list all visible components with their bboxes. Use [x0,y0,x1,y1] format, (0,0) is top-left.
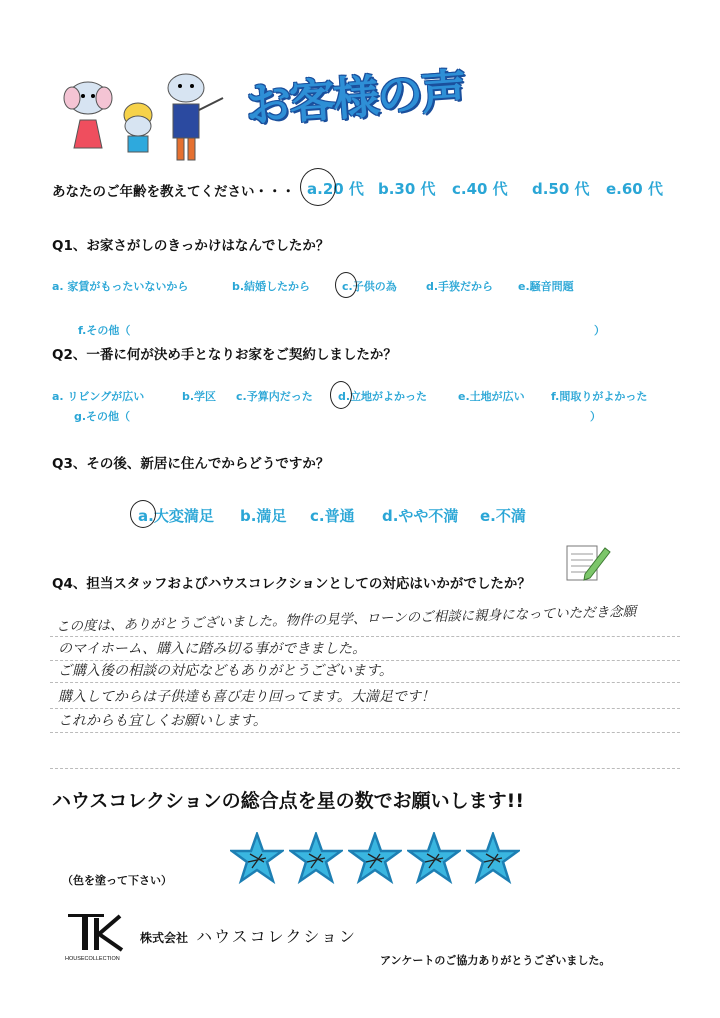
notepad-pencil-icon [565,542,611,584]
handwritten-answer-line: 購入してからは子供達も喜び走り回ってます。大満足です！ [58,689,435,705]
answer-line [50,682,680,683]
rating-note: （色を塗って下さい） [62,874,172,887]
q3-option-e[interactable]: e.不満 [480,507,526,525]
q1-question: Q1、お家さがしのきっかけはなんでしたか？ [52,238,330,254]
thanks-message: アンケートのご協力ありがとうございました。 [380,954,611,967]
company-main: ハウスコレクション [196,927,358,946]
age-option-c[interactable]: c.40 代 [452,180,508,198]
company-logo [64,912,128,962]
q2-option-c[interactable]: c.予算内だった [236,390,313,403]
svg-text:HOUSECOLLECTION: HOUSECOLLECTION [65,956,120,962]
age-option-d[interactable]: d.50 代 [532,180,590,198]
q2-option-b[interactable]: b.学区 [182,390,217,403]
company-name [140,924,357,947]
q1-option-b[interactable]: b.結婚したから [232,280,311,293]
q2-option-f[interactable]: f.間取りがよかった [551,390,648,403]
page-title: お客様の声 [243,63,467,133]
q3-option-d[interactable]: d.やや不満 [382,507,459,525]
handwritten-answer-line: のマイホーム、購入に踏み切る事ができました。 [58,641,367,657]
q3-option-c[interactable]: c.普通 [310,507,355,525]
q2-option-a[interactable]: a. リビングが広い [52,390,145,403]
selection-circle-q2 [330,381,352,409]
age-question: あなたのご年齢を教えてください・・・ [52,184,295,200]
answer-line [50,708,680,709]
star-icon[interactable] [289,832,343,886]
age-option-e[interactable]: e.60 代 [606,180,663,198]
q3-option-b[interactable]: b.満足 [240,507,287,525]
q1-option-e[interactable]: e.騒音問題 [518,280,574,293]
company-prefix: 株式会社 [140,931,189,945]
q2-option-e[interactable]: e.土地が広い [458,390,525,403]
rating-heading: ハウスコレクションの総合点を星の数でお願いします!! [52,790,525,812]
star-icon[interactable] [230,832,284,886]
q4-question: Q4、担当スタッフおよびハウスコレクションとしての対応はいかがでしたか？ [52,576,531,592]
q1-option-a[interactable]: a. 家賃がもったいないから [52,280,189,293]
age-option-b[interactable]: b.30 代 [378,180,436,198]
star-icon[interactable] [466,832,520,886]
handwritten-answer-line: これからも宜しくお願いします。 [58,713,267,729]
q2-question: Q2、一番に何が決め手となりお家をご契約しましたか？ [52,347,397,363]
q3-question: Q3、その後、新居に住んでからどうですか？ [52,456,330,472]
handwritten-answer-line: この度は、ありがとうございました。物件の見学、ローンのご相談に親身になっていただき念願 [55,603,637,635]
answer-line [50,768,680,769]
selection-circle-age [300,168,336,206]
star-icon[interactable] [407,832,461,886]
selection-circle-q1 [335,272,357,298]
selection-circle-q3 [130,500,156,528]
q2-option-d[interactable]: d.立地がよかった [338,390,428,403]
q1-option-d[interactable]: d.手狭だから [426,280,494,293]
handwritten-answer-line: ご購入後の相談の対応などもありがとうございます。 [58,663,393,679]
star-icon[interactable] [348,832,402,886]
answer-line [50,636,680,637]
q3-option-a[interactable]: a.大変満足 [138,507,214,525]
q1-option-c[interactable]: c.子供の為 [342,280,397,293]
answer-line [50,732,680,733]
q1-other: f.その他（ [78,324,131,337]
mascot-illustration [58,70,228,165]
q2-other-close: ） [590,410,601,423]
q2-other: g.その他（ [74,410,131,423]
q1-other-close: ） [594,324,605,337]
age-option-a[interactable]: a.20 代 [307,180,364,198]
